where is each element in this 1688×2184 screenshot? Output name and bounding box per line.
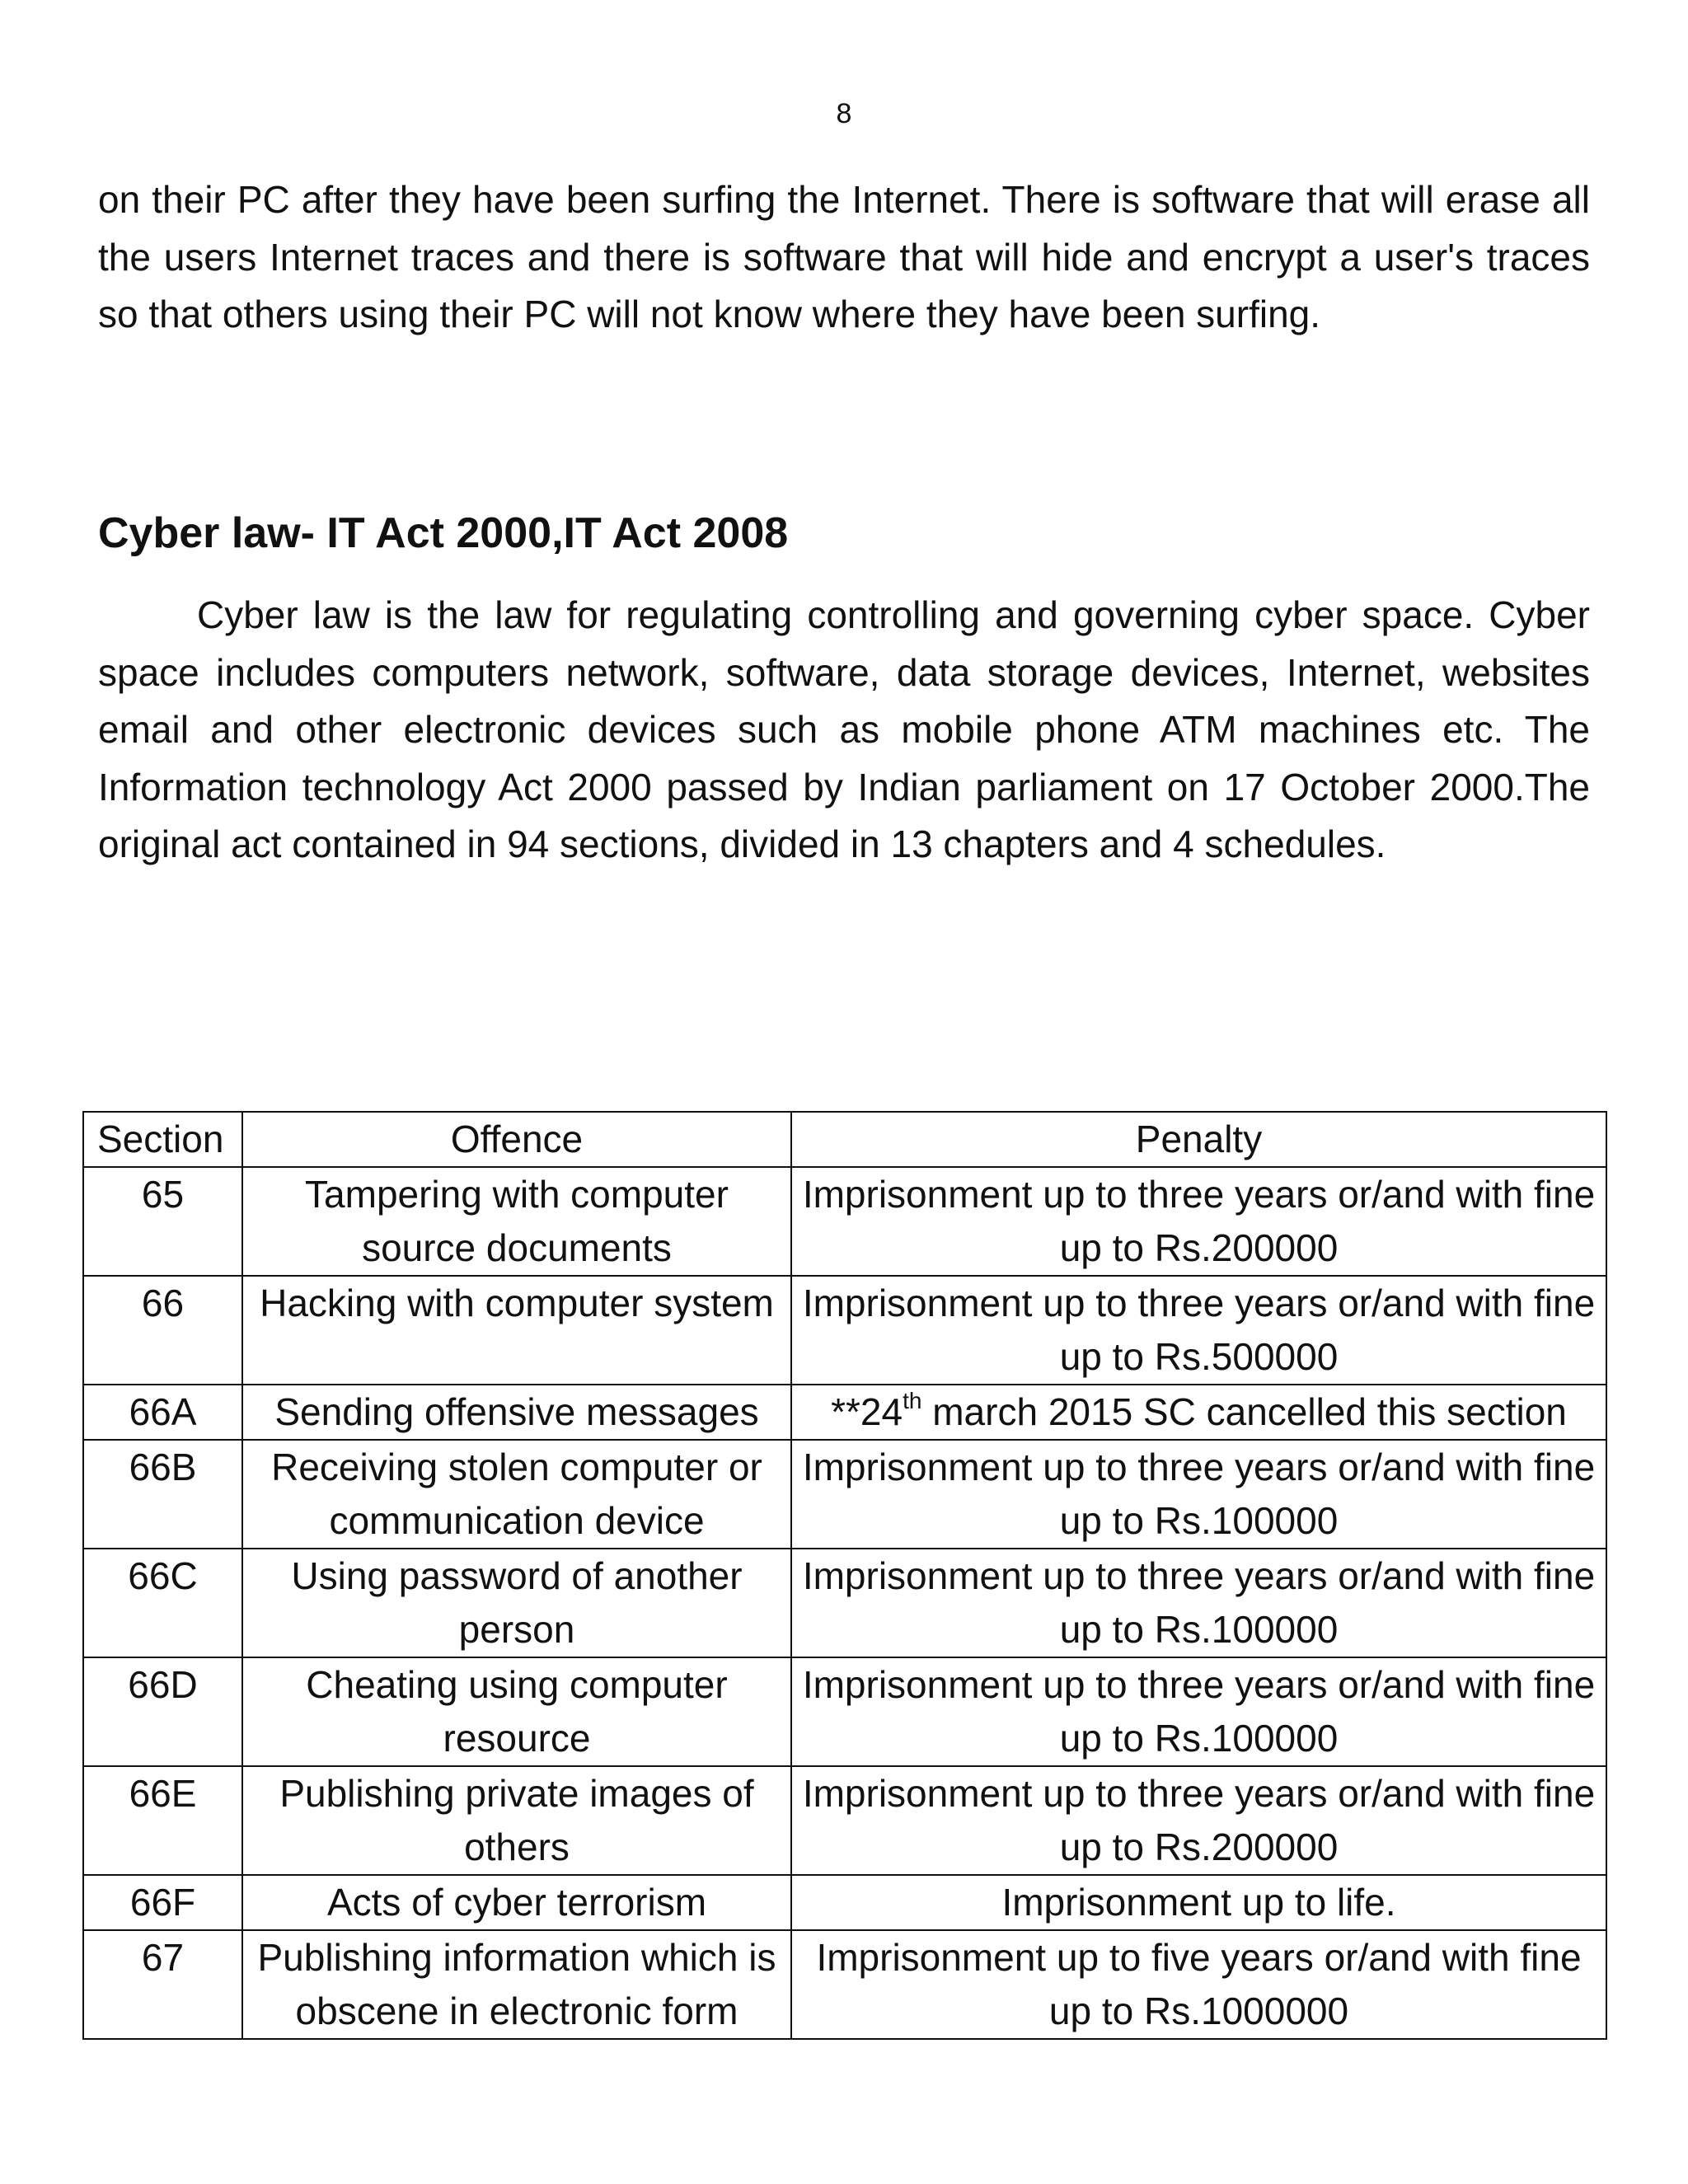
section-cell: 66B (83, 1440, 242, 1549)
penalty-cell: Imprisonment up to life. (791, 1875, 1606, 1930)
table-row (83, 1875, 1606, 1930)
offence-cell: Sending offensive messages (242, 1385, 791, 1440)
cyber-law-paragraph: Cyber law is the law for regulating controlling and governing cyber space. Cyber space includes computers network, software, data storage devices, Internet, websites email and other electronic devices such as mobile phone ATM machines etc. The Information technology Act 2000 passed by Indian parliament on 17 October 2000.The original act contained in 94 sections, divided in 13 chapters and 4 schedules. (98, 593, 1590, 865)
table-row (83, 1167, 1606, 1276)
table-row (83, 1276, 1606, 1385)
penalty-cell (791, 1385, 1606, 1440)
offences-table (82, 1111, 1607, 2040)
ordinal-suffix: th (903, 1387, 922, 1413)
penalty-cell: Imprisonment up to three years or/and with fine up to Rs.500000 (791, 1276, 1606, 1385)
penalty-cell: Imprisonment up to five years or/and with fine up to Rs.1000000 (791, 1930, 1606, 2039)
offence-cell: Using password of another person (242, 1549, 791, 1657)
section-cell: 66C (83, 1549, 242, 1657)
section-cell: 66E (83, 1766, 242, 1875)
section-heading: Cyber law- IT Act 2000,IT Act 2008 (98, 509, 789, 557)
intro-paragraph: on their PC after they have been surfing the Internet. There is software that will erase all the users Internet traces and there is software that will hide and encrypt a user's traces so that others using their PC will not know where they have been surfing. (98, 178, 1590, 335)
offence-cell: Acts of cyber terrorism (242, 1875, 791, 1930)
header-penalty: Penalty (791, 1112, 1606, 1167)
page-number: 8 (836, 98, 852, 129)
section-cell: 66 (83, 1276, 242, 1385)
table-row (83, 1440, 1606, 1549)
penalty-cell: Imprisonment up to three years or/and with fine up to Rs.200000 (791, 1167, 1606, 1276)
table-row (83, 1766, 1606, 1875)
penalty-cell: Imprisonment up to three years or/and with fine up to Rs.100000 (791, 1549, 1606, 1657)
header-offence: Offence (242, 1112, 791, 1167)
penalty-suffix: march 2015 SC cancelled this section (921, 1390, 1567, 1433)
offence-cell: Publishing private images of others (242, 1766, 791, 1875)
penalty-cell: Imprisonment up to three years or/and with fine up to Rs.100000 (791, 1657, 1606, 1766)
table-row (83, 1657, 1606, 1766)
offence-cell: Hacking with computer system (242, 1276, 791, 1385)
section-cell: 66D (83, 1657, 242, 1766)
section-cell: 65 (83, 1167, 242, 1276)
table-row (83, 1385, 1606, 1440)
penalty-cell: Imprisonment up to three years or/and with fine up to Rs.200000 (791, 1766, 1606, 1875)
offence-cell: Tampering with computer source documents (242, 1167, 791, 1276)
offence-cell: Publishing information which is obscene in electronic form (242, 1930, 791, 2039)
penalty-cell: Imprisonment up to three years or/and with fine up to Rs.100000 (791, 1440, 1606, 1549)
offence-cell: Cheating using computer resource (242, 1657, 791, 1766)
table-row (83, 1549, 1606, 1657)
header-section: Section (83, 1112, 242, 1167)
offence-cell: Receiving stolen computer or communication device (242, 1440, 791, 1549)
section-cell: 67 (83, 1930, 242, 2039)
penalty-prefix: **24 (831, 1390, 903, 1433)
table-row (83, 1930, 1606, 2039)
section-cell: 66F (83, 1875, 242, 1930)
section-cell: 66A (83, 1385, 242, 1440)
table-header-row (83, 1112, 1606, 1167)
